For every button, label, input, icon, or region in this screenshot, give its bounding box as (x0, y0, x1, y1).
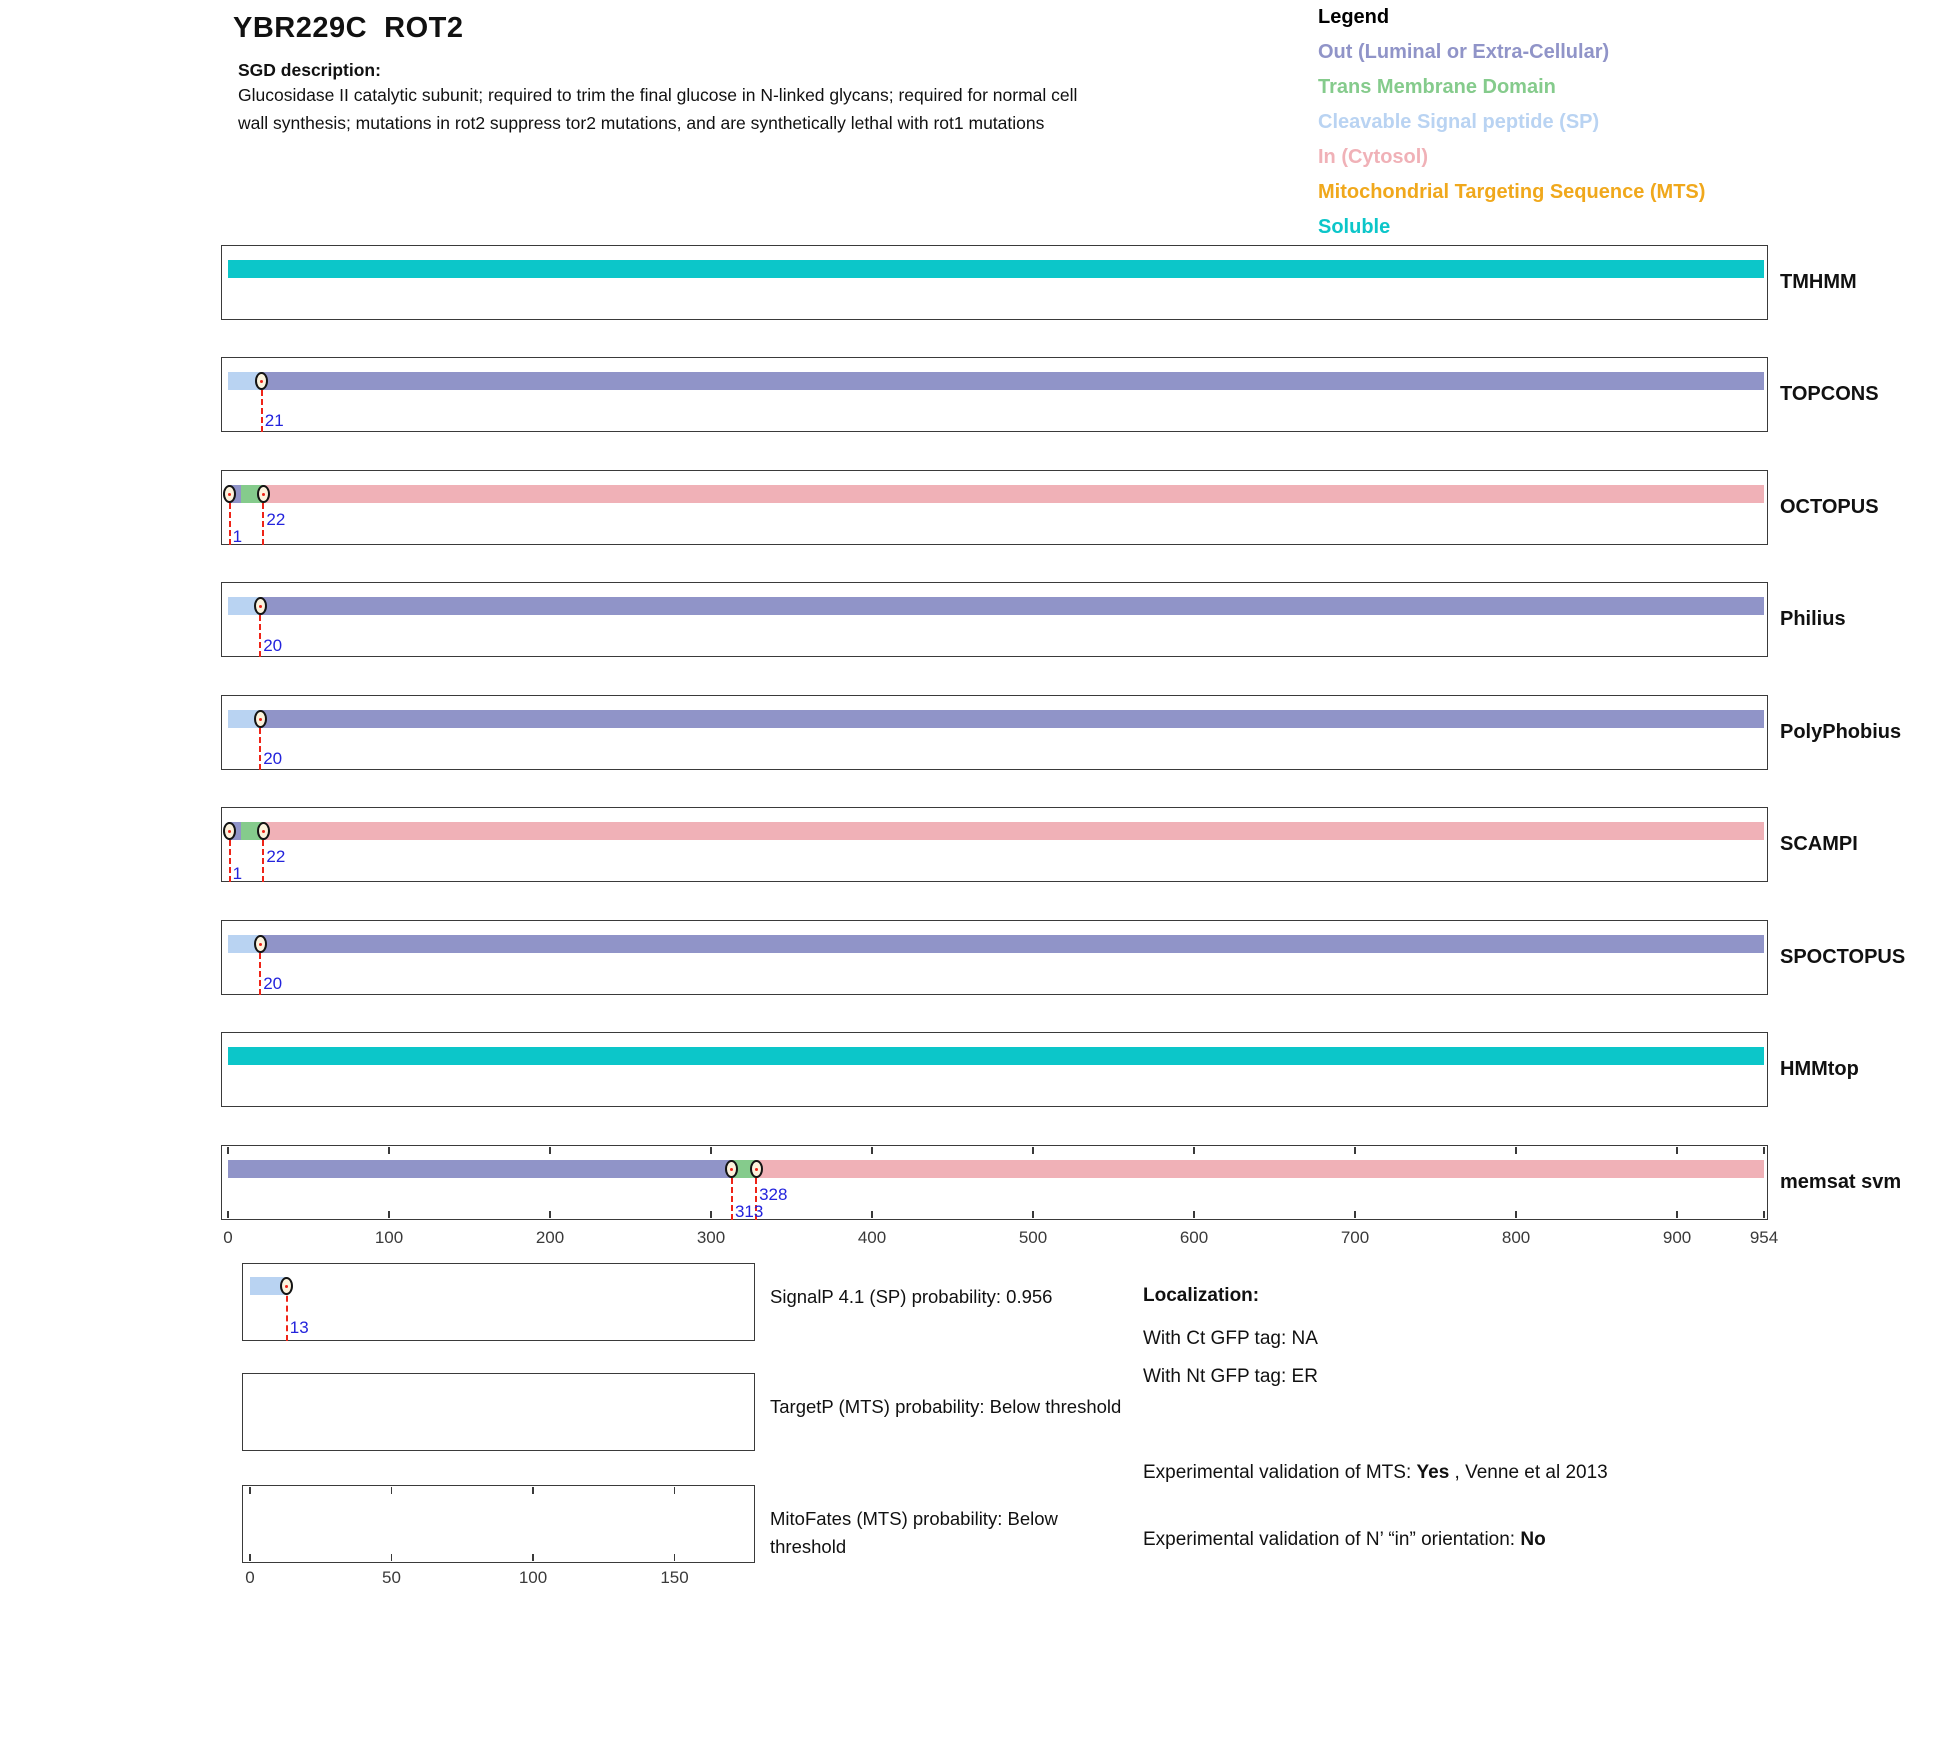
mts-validation-prefix: Experimental validation of MTS: (1143, 1462, 1417, 1483)
track-segment-out (260, 710, 1764, 728)
prob-axis-tick (674, 1487, 676, 1494)
legend-item-soluble: Soluble (1318, 216, 1391, 238)
track-box (221, 920, 1768, 995)
marker-center-dot (259, 943, 262, 946)
marker-center-dot (285, 1285, 288, 1288)
orientation-validation-line (1143, 1529, 1546, 1551)
residue-position-label: 1 (232, 864, 243, 883)
prob-axis-tick (249, 1554, 251, 1561)
residue-axis-tick-label: 200 (535, 1228, 565, 1247)
marker-center-dot (755, 1168, 758, 1171)
track-segment-in (263, 485, 1764, 503)
axis-tick (1032, 1211, 1034, 1218)
sgd-description-line1: Glucosidase II catalytic subunit; required to trim the final glucose in N-linked glycans; required for normal cell (238, 85, 1078, 105)
residue-axis-tick-label: 0 (223, 1228, 233, 1247)
prob-axis-tick-label: 150 (660, 1568, 689, 1587)
track-box (221, 1145, 1768, 1220)
axis-tick (227, 1211, 229, 1218)
track-segment-in (263, 822, 1764, 840)
residue-position-label: 22 (266, 510, 286, 529)
marker-center-dot (228, 830, 231, 833)
legend-item-tm: Trans Membrane Domain (1318, 76, 1556, 98)
track-segment-soluble (228, 1047, 1764, 1065)
residue-position-label: 1 (232, 527, 243, 546)
track-label-scampi: SCAMPI (1780, 833, 1858, 855)
residue-axis-tick-label: 800 (1501, 1228, 1531, 1247)
legend-title: Legend (1318, 6, 1390, 28)
marker-center-dot (260, 380, 263, 383)
mts-validation-value: Yes (1416, 1462, 1450, 1483)
marker-center-dot (262, 493, 265, 496)
residue-position-label: 20 (263, 749, 283, 768)
prob-plot-label-line: threshold (770, 1536, 847, 1557)
sgd-description-label: SGD description: (238, 60, 381, 80)
track-label-polyphobius: PolyPhobius (1780, 721, 1902, 743)
legend-item-sp: Cleavable Signal peptide (SP) (1318, 111, 1600, 133)
prob-box-targetp (242, 1373, 755, 1451)
track-box (221, 807, 1768, 882)
prob-plot-label-mitofates (770, 1505, 1058, 1561)
track-box (221, 245, 1768, 320)
prob-axis-tick-label: 100 (518, 1568, 548, 1587)
marker-center-dot (228, 493, 231, 496)
prob-axis-tick (391, 1554, 393, 1561)
track-label-hmmtop: HMMtop (1780, 1058, 1859, 1080)
prob-axis-tick (532, 1554, 534, 1561)
residue-position-label: 328 (759, 1185, 788, 1204)
axis-tick (1763, 1211, 1765, 1218)
axis-tick (1354, 1211, 1356, 1218)
axis-tick (1193, 1147, 1195, 1154)
prob-axis-tick (391, 1487, 393, 1494)
track-segment-soluble (228, 260, 1764, 278)
prob-box-signalp (242, 1263, 755, 1341)
prob-box-mitofates (242, 1485, 755, 1563)
residue-position-label: 21 (264, 411, 284, 430)
legend-item-out: Out (Luminal or Extra-Cellular) (1318, 41, 1610, 63)
residue-position-label: 13 (289, 1318, 309, 1337)
legend-item-in: In (Cytosol) (1318, 146, 1428, 168)
localization-nt-gfp: With Nt GFP tag: ER (1143, 1366, 1318, 1387)
axis-tick (1515, 1211, 1517, 1218)
page-title: YBR229C ROT2 (233, 12, 464, 44)
track-segment-in (756, 1160, 1764, 1178)
axis-tick (1032, 1147, 1034, 1154)
axis-tick (388, 1211, 390, 1218)
axis-tick (710, 1147, 712, 1154)
legend-item-mts: Mitochondrial Targeting Sequence (MTS) (1318, 181, 1706, 203)
residue-axis-tick-label: 500 (1018, 1228, 1048, 1247)
axis-tick (388, 1147, 390, 1154)
sgd-description-line2: wall synthesis; mutations in rot2 suppress tor2 mutations, and are synthetically lethal with rot1 mutations (238, 113, 1045, 133)
orientation-validation-prefix: Experimental validation of N’ “in” orientation: (1143, 1529, 1521, 1550)
axis-tick (1763, 1147, 1765, 1154)
track-label-octopus: OCTOPUS (1780, 496, 1879, 518)
axis-tick (1515, 1147, 1517, 1154)
mts-validation-line (1143, 1462, 1608, 1484)
mts-validation-suffix: , Venne et al 2013 (1449, 1462, 1608, 1483)
track-segment-out (260, 935, 1764, 953)
track-box (221, 470, 1768, 545)
residue-position-label: 313 (734, 1202, 764, 1221)
localization-title: Localization: (1143, 1285, 1260, 1306)
prob-axis-tick (674, 1554, 676, 1561)
residue-axis-tick-label: 600 (1179, 1228, 1209, 1247)
residue-axis-tick-label: 400 (857, 1228, 887, 1247)
track-label-spoctopus: SPOCTOPUS (1780, 946, 1906, 968)
axis-tick (1676, 1211, 1678, 1218)
axis-tick (710, 1211, 712, 1218)
marker-center-dot (262, 830, 265, 833)
prob-axis-tick-label: 50 (382, 1568, 401, 1587)
track-box (221, 1032, 1768, 1107)
residue-axis-tick-label: 300 (696, 1228, 726, 1247)
track-box (221, 582, 1768, 657)
residue-axis-tick-label: 700 (1340, 1228, 1370, 1247)
residue-position-label: 20 (263, 974, 283, 993)
prob-plot-label-signalp (770, 1283, 1052, 1311)
axis-tick (1354, 1147, 1356, 1154)
prob-axis-tick (249, 1487, 251, 1494)
axis-tick (871, 1147, 873, 1154)
orientation-validation-value: No (1520, 1529, 1546, 1550)
axis-tick (871, 1211, 873, 1218)
prob-plot-label-line: SignalP 4.1 (SP) probability: 0.956 (770, 1286, 1053, 1307)
residue-position-label: 22 (266, 847, 286, 866)
track-label-memsat-svm: memsat svm (1780, 1171, 1902, 1193)
prob-plot-label-line: TargetP (MTS) probability: Below threshold (770, 1396, 1122, 1417)
residue-axis-tick-label: 954 (1749, 1228, 1779, 1247)
track-label-tmhmm: TMHMM (1780, 271, 1857, 293)
axis-tick (1193, 1211, 1195, 1218)
track-box (221, 695, 1768, 770)
residue-axis-tick-label: 900 (1662, 1228, 1692, 1247)
axis-tick (1676, 1147, 1678, 1154)
marker-center-dot (259, 605, 262, 608)
axis-tick (227, 1147, 229, 1154)
prob-axis-tick (532, 1487, 534, 1494)
residue-position-label: 20 (263, 636, 283, 655)
axis-tick (549, 1211, 551, 1218)
prob-axis-tick-label: 0 (245, 1568, 255, 1587)
prob-plot-label-line: MitoFates (MTS) probability: Below (770, 1508, 1058, 1529)
prob-plot-label-targetp (770, 1393, 1121, 1421)
track-label-philius: Philius (1780, 608, 1846, 630)
axis-tick (549, 1147, 551, 1154)
localization-ct-gfp: With Ct GFP tag: NA (1143, 1328, 1318, 1349)
marker-center-dot (259, 718, 262, 721)
track-segment-out (260, 597, 1764, 615)
track-label-topcons: TOPCONS (1780, 383, 1879, 405)
track-segment-out (262, 372, 1764, 390)
track-box (221, 357, 1768, 432)
track-segment-out (228, 1160, 732, 1178)
residue-axis-tick-label: 100 (374, 1228, 404, 1247)
